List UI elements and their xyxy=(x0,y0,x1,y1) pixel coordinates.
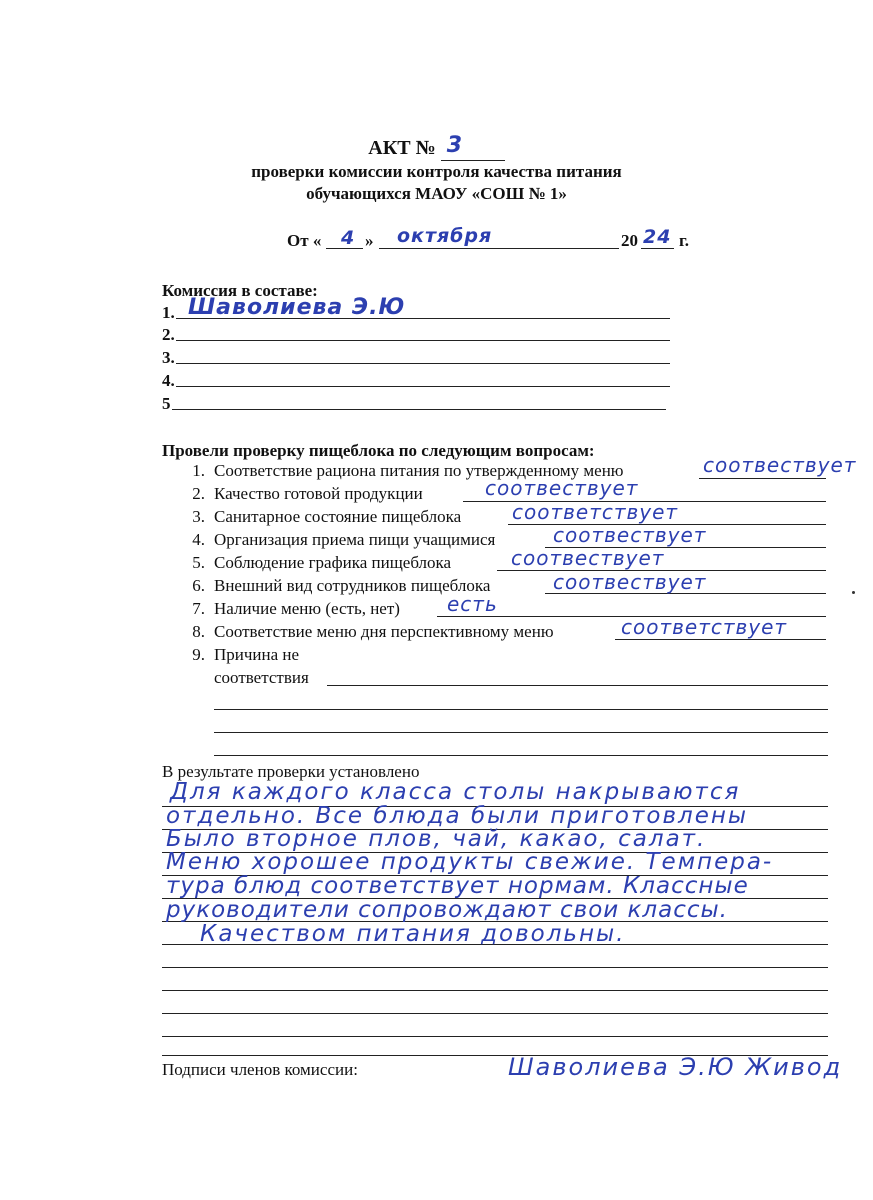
commission-heading: Комиссия в составе: xyxy=(162,281,318,300)
item-num: 1. xyxy=(192,461,205,480)
inspection-item-2 xyxy=(185,476,830,506)
member-2 xyxy=(162,325,672,347)
result-line-6: руководители сопровождают свои классы. xyxy=(166,897,728,923)
date-day: 4 xyxy=(341,227,356,249)
inspection-item-3 xyxy=(185,500,830,529)
item-answer: есть xyxy=(447,592,498,616)
item-answer: соответствует xyxy=(621,615,788,639)
member-num: 2. xyxy=(162,325,175,344)
member-1 xyxy=(162,295,672,325)
item-num: 9. xyxy=(192,645,205,664)
item-answer: соотвествует xyxy=(485,476,639,500)
stray-dot xyxy=(852,591,855,594)
date-quote-close: » xyxy=(365,231,374,250)
subtitle-line-1: проверки комиссии контроля качества питания xyxy=(251,162,622,181)
act-number xyxy=(441,135,505,161)
result-line-3: Было вторное плов, чай, какао, салат. xyxy=(166,826,707,852)
item-label: Внешний вид сотрудников пищеблока xyxy=(214,576,491,595)
result-line-7: Качеством питания довольны. xyxy=(200,921,626,947)
item-label: Организация приема пищи учащимися xyxy=(214,530,496,549)
item-num: 3. xyxy=(192,507,205,526)
member-name: Шаволиева Э.Ю xyxy=(188,295,406,320)
item-label-2: соответствия xyxy=(214,668,309,687)
item-answer: соотвествует xyxy=(703,453,857,477)
item-answer: соотвествует xyxy=(553,523,707,547)
inspection-item-8 xyxy=(185,615,830,644)
item-label: Причина не xyxy=(214,645,300,664)
member-3 xyxy=(162,348,672,370)
item-label: Качество готовой продукции xyxy=(214,484,423,503)
item-num: 6. xyxy=(192,576,205,595)
inspection-item-4 xyxy=(185,523,830,552)
blank-line xyxy=(214,709,828,710)
item-label: Соответствие рациона питания по утвержденному меню xyxy=(214,461,624,480)
act-number-value: 3 xyxy=(446,133,463,158)
item-num: 4. xyxy=(192,530,205,549)
item-label: Наличие меню (есть, нет) xyxy=(214,599,400,618)
date-month: октября xyxy=(397,225,493,247)
act-title xyxy=(0,135,873,161)
member-num: 5 xyxy=(162,394,171,413)
result-line-4: Меню хорошее продукты свежие. Темпера- xyxy=(166,849,774,875)
inspection-item-5 xyxy=(185,546,830,575)
item-num: 7. xyxy=(192,599,205,618)
blank-line xyxy=(214,732,828,733)
result-heading: В результате проверки установлено xyxy=(162,762,420,781)
result-line-5: тура блюд соответствует нормам. Классные xyxy=(166,873,749,899)
member-num: 3. xyxy=(162,348,175,367)
item-answer: соотвествует xyxy=(553,570,707,594)
member-num: 4. xyxy=(162,371,175,390)
item-label: Соблюдение графика пищеблока xyxy=(214,553,452,572)
inspection-item-6 xyxy=(185,570,830,598)
act-prefix: АКТ № xyxy=(368,137,436,159)
signatures-label: Подписи членов комиссии: xyxy=(162,1060,358,1079)
date-row xyxy=(287,225,727,255)
result-line-2: отдельно. Все блюда были приготовлены xyxy=(166,803,749,829)
result-line-1: Для каждого класса столы накрываются xyxy=(170,779,741,805)
item-num: 2. xyxy=(192,484,205,503)
item-label: Санитарное состояние пищеблока xyxy=(214,507,462,526)
item-num: 5. xyxy=(192,553,205,572)
item-label: Соответствие меню дня перспективному меню xyxy=(214,622,554,641)
member-4 xyxy=(162,371,672,393)
item-answer: соотвествует xyxy=(511,546,665,570)
inspection-heading: Провели проверку пищеблока по следующим вопросам: xyxy=(162,441,595,460)
item-answer: соответствует xyxy=(512,500,679,524)
date-year-prefix: 20 xyxy=(621,231,638,250)
member-num: 1. xyxy=(162,303,175,322)
inspection-item-9 xyxy=(185,645,830,691)
date-from-label: От « xyxy=(287,231,322,250)
date-year-end: г. xyxy=(679,231,690,250)
subtitle-line-2: обучающихся МАОУ «СОШ № 1» xyxy=(306,184,567,203)
member-5 xyxy=(162,394,672,416)
item-num: 8. xyxy=(192,622,205,641)
date-year-suffix: 24 xyxy=(643,226,672,248)
signatures-value: Шаволиева Э.Ю Живод xyxy=(508,1053,843,1081)
blank-line xyxy=(214,755,828,756)
